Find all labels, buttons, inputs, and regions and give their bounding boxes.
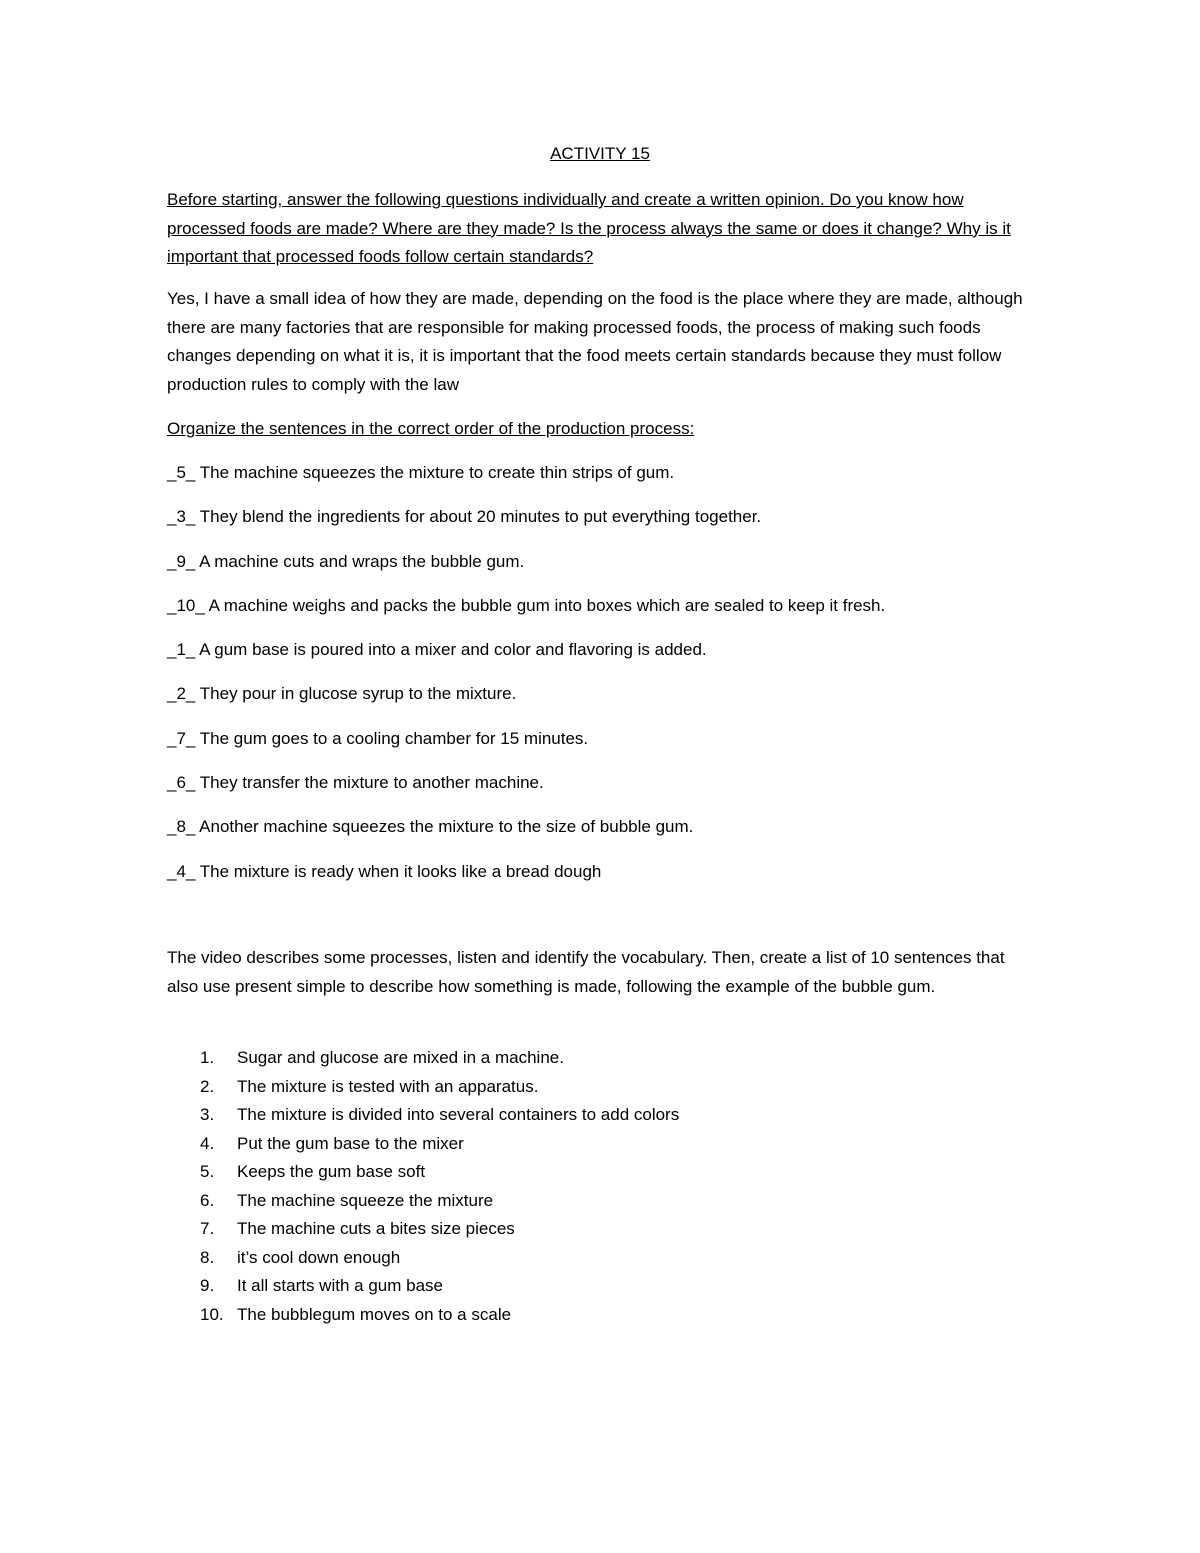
list-text: Sugar and glucose are mixed in a machine. bbox=[237, 1048, 564, 1067]
list-number: 4. bbox=[200, 1133, 215, 1153]
list-text: The machine squeeze the mixture bbox=[237, 1190, 494, 1210]
list-number: 3. bbox=[200, 1105, 215, 1124]
list-text: The mixture is tested with an apparatus. bbox=[237, 1076, 539, 1096]
list-item bbox=[200, 1187, 1000, 1216]
list-text: The machine cuts a bites size pieces bbox=[237, 1219, 515, 1238]
sentence-list bbox=[200, 1044, 1000, 1329]
order-item: _3_ They blend the ingredients for about 20 minutes to put everything together. bbox=[167, 507, 762, 527]
organize-heading: Organize the sentences in the correct order of the production process: bbox=[167, 419, 695, 438]
order-item: _4_ The mixture is ready when it looks like a bread dough bbox=[167, 861, 602, 881]
list-item bbox=[200, 1272, 1000, 1301]
list-item bbox=[200, 1244, 1000, 1273]
answer-paragraph: Yes, I have a small idea of how they are made, depending on the food is the place where they are made, although there are many factories that are responsible for making processed foods, the process of making such foods changes depending on what it is, it is important that the food meets certain standards because they must follow production rules to comply with the law bbox=[167, 289, 1023, 394]
list-text: It all starts with a gum base bbox=[237, 1276, 443, 1295]
order-item: _8_ Another machine squeezes the mixture to the size of bubble gum. bbox=[167, 817, 694, 837]
list-item bbox=[200, 1301, 1000, 1330]
order-item: _2_ They pour in glucose syrup to the mixture. bbox=[167, 684, 517, 704]
list-item bbox=[200, 1215, 1000, 1244]
list-text: The mixture is divided into several containers to add colors bbox=[237, 1105, 680, 1124]
prompt-paragraph: Before starting, answer the following questions individually and create a written opinion. Do you know how processed foods are made? Where are they made? Is the process always the same or does it change? Why is it important that processed foods follow certain standards? bbox=[167, 190, 1011, 267]
list-text: Keeps the gum base soft bbox=[237, 1162, 426, 1181]
order-item: _9_ A machine cuts and wraps the bubble gum. bbox=[167, 551, 525, 571]
list-item bbox=[200, 1101, 1000, 1130]
list-number: 10. bbox=[200, 1304, 224, 1324]
order-item: _1_ A gum base is poured into a mixer and color and flavoring is added. bbox=[167, 640, 707, 660]
list-text: Put the gum base to the mixer bbox=[237, 1133, 464, 1153]
list-number: 9. bbox=[200, 1276, 215, 1295]
list-number: 2. bbox=[200, 1076, 215, 1096]
document-title: ACTIVITY 15 bbox=[550, 144, 650, 163]
list-item bbox=[200, 1073, 1000, 1102]
list-item bbox=[200, 1044, 1000, 1073]
order-item: _5_ The machine squeezes the mixture to create thin strips of gum. bbox=[167, 463, 675, 482]
list-number: 6. bbox=[200, 1190, 215, 1210]
list-text: it’s cool down enough bbox=[237, 1247, 401, 1267]
list-text: The bubblegum moves on to a scale bbox=[237, 1304, 512, 1324]
video-instructions: The video describes some processes, listen and identify the vocabulary. Then, create a list of 10 sentences that also use present simple to describe how something is made, following the example of the bubble gum. bbox=[167, 948, 1005, 996]
list-item bbox=[200, 1158, 1000, 1187]
order-list bbox=[167, 459, 1067, 902]
list-number: 5. bbox=[200, 1162, 215, 1181]
list-number: 1. bbox=[200, 1048, 215, 1067]
list-number: 8. bbox=[200, 1247, 215, 1267]
list-number: 7. bbox=[200, 1219, 215, 1238]
order-item: _6_ They transfer the mixture to another machine. bbox=[167, 773, 544, 793]
order-item: _10_ A machine weighs and packs the bubble gum into boxes which are sealed to keep it fresh. bbox=[167, 595, 886, 615]
list-item bbox=[200, 1130, 1000, 1159]
order-item: _7_ The gum goes to a cooling chamber for 15 minutes. bbox=[167, 728, 589, 748]
